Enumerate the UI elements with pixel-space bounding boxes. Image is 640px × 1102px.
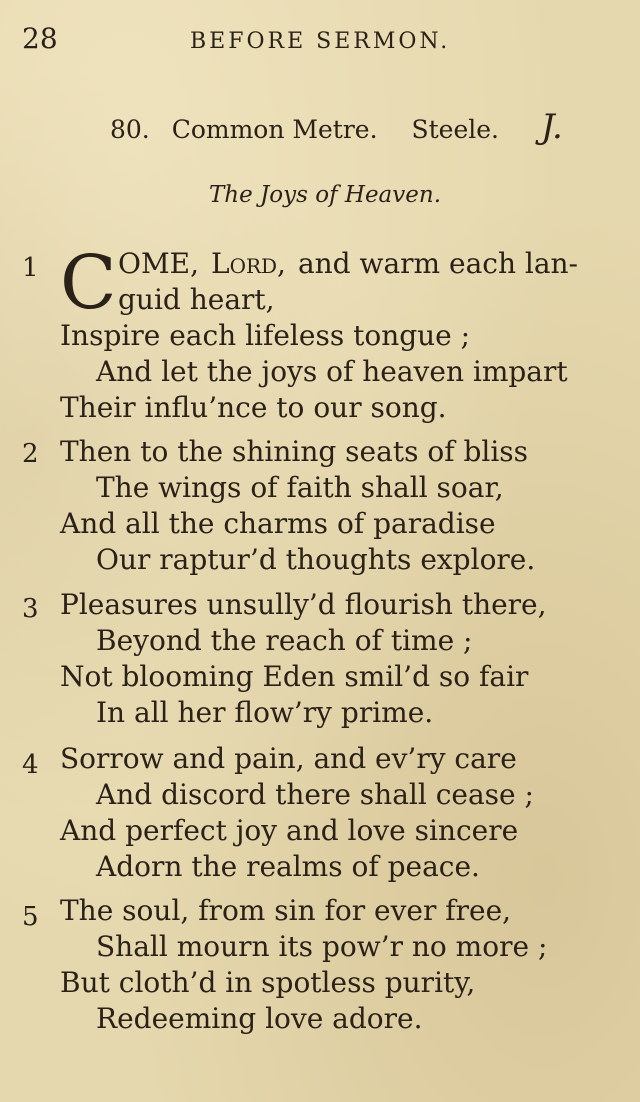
- drop-cap: C: [60, 240, 117, 326]
- page-number: 28: [22, 22, 58, 55]
- hymn-heading: [110, 107, 610, 147]
- verse-line: Redeeming love adore.: [96, 1002, 423, 1035]
- verse-line: And perfect joy and love sincere: [60, 814, 519, 847]
- verse-number: 3: [22, 594, 39, 624]
- hymn-number: 80.: [110, 115, 150, 144]
- verse-line: Inspire each lifeless tongue ;: [60, 319, 471, 352]
- verse-number: 2: [22, 439, 39, 469]
- verse-line: [118, 246, 578, 282]
- verse-number: 4: [22, 750, 39, 780]
- verse-line: But cloth’d in spotless purity,: [60, 966, 476, 999]
- verse-line: Beyond the reach of time ;: [96, 624, 473, 657]
- first-line-rest: and warm each lan-: [297, 247, 579, 280]
- verse-line: Our raptur’d thoughts explore.: [96, 543, 536, 576]
- verse-line: And all the charms of paradise: [60, 507, 496, 540]
- verse-line: The wings of faith shall soar,: [96, 471, 504, 504]
- verse-line: And let the joys of heaven impart: [96, 355, 568, 388]
- hymn-attribution-mark: J.: [540, 107, 563, 147]
- first-line-smallcaps: Lord,: [210, 247, 286, 280]
- verse-line: Adorn the realms of peace.: [96, 850, 480, 883]
- verse-line: And discord there shall cease ;: [96, 778, 534, 811]
- verse-line: Not blooming Eden smil’d so fair: [60, 660, 529, 693]
- verse-line: Pleasures unsully’d flourish there,: [60, 588, 547, 621]
- first-line-caps: OME,: [118, 247, 199, 280]
- verse-number: 5: [22, 902, 39, 932]
- hymn-author: Steele.: [411, 115, 499, 144]
- verse-line: guid heart,: [118, 283, 275, 316]
- verse-line: In all her flow’ry prime.: [96, 696, 434, 729]
- verse-line: Sorrow and pain, and ev’ry care: [60, 742, 517, 775]
- verse-line: Shall mourn its pow’r no more ;: [96, 930, 548, 963]
- verse-number: 1: [22, 253, 39, 283]
- running-head: BEFORE SERMON.: [190, 29, 451, 54]
- hymn-metre: Common Metre.: [171, 115, 378, 144]
- verse-line: Then to the shining seats of bliss: [60, 435, 529, 468]
- hymn-title: The Joys of Heaven.: [208, 182, 442, 208]
- verse-line: Their influ’nce to our song.: [60, 391, 447, 424]
- verse-line: The soul, from sin for ever free,: [60, 894, 512, 927]
